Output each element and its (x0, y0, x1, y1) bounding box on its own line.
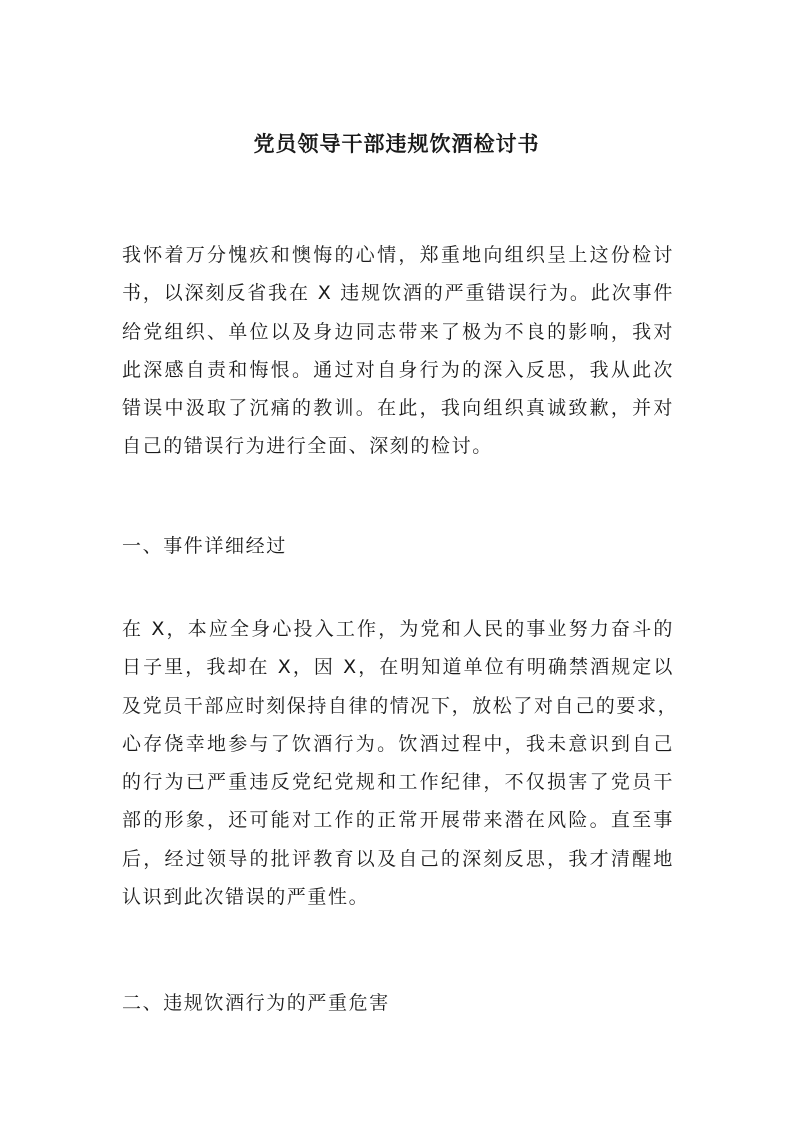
section1-line: 心存侥幸地参与了饮酒行为。饮酒过程中，我未意识到自己 (122, 732, 674, 755)
section1-line: 在 X，本应全身心投入工作，为党和人民的事业努力奋斗的 (122, 618, 674, 640)
section1-line: 的行为已严重违反党纪党规和工作纪律，不仅损害了党员干 (122, 771, 674, 794)
section1-line: 后，经过领导的批评教育以及自己的深刻反思，我才清醒地 (122, 847, 674, 870)
intro-line: 给党组织、单位以及身边同志带来了极为不良的影响，我对 (122, 320, 674, 343)
intro-line: 我怀着万分愧疚和懊悔的心情，郑重地向组织呈上这份检讨 (122, 244, 674, 266)
section1-line: 认识到此次错误的严重性。 (122, 886, 370, 909)
document-title: 党员领导干部违规饮酒检讨书 (253, 132, 540, 156)
intro-line: 书，以深刻反省我在 X 违规饮酒的严重错误行为。此次事件 (122, 282, 674, 305)
section1-paragraph (122, 610, 679, 916)
intro-paragraph (122, 236, 674, 466)
intro-line: 错误中汲取了沉痛的教训。在此，我向组织真诚致歉，并对 (122, 397, 674, 420)
section1-line: 日子里，我却在 X，因 X，在明知道单位有明确禁酒规定以 (122, 656, 674, 679)
section1-line: 部的形象，还可能对工作的正常开展带来潜在风险。直至事 (122, 809, 674, 832)
section1-line: 及党员干部应时刻保持自律的情况下，放松了对自己的要求， (122, 694, 679, 717)
intro-line: 自己的错误行为进行全面、深刻的检讨。 (122, 435, 493, 458)
section1-heading: 一、事件详细经过 (122, 535, 287, 557)
intro-line: 此深感自责和悔恨。通过对自身行为的深入反思，我从此次 (122, 358, 674, 381)
section2-heading: 二、违规饮酒行为的严重危害 (122, 992, 390, 1014)
